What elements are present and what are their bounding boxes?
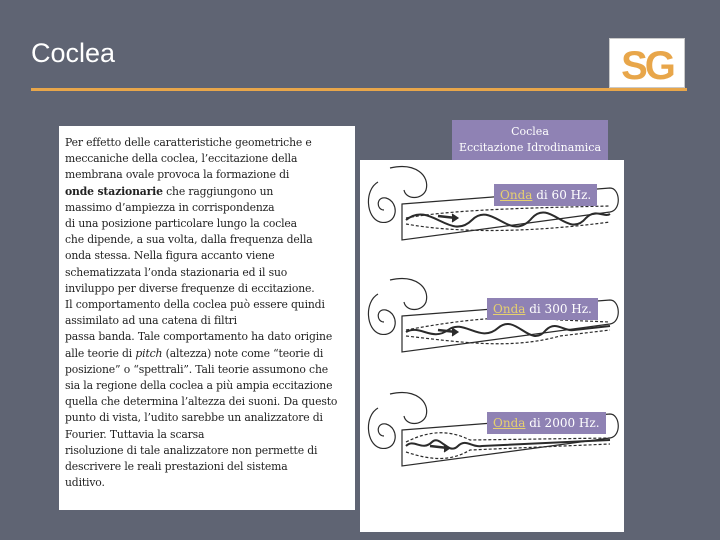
sg-logo-text: SG [621,44,673,87]
figure-caption [452,120,608,160]
onda-link[interactable]: Onda [493,302,526,316]
frequency-label-300hz [487,298,598,320]
body-text-part-2: che raggiungono un massimo d’ampiezza in corrispondenza di una posizione particolare lungo la coclea che dipende, a sua volta, dalla frequenza della onda stessa. Nella figura accanto viene schematizzata l’onda stazionaria ed il suo inviluppo per diverse frequenze di eccitazione. Il comportamento della coclea può essere quindi assimilato ad una catena di filtri passa banda. Tale comportamento ha dato origine alle teorie di [65,184,333,360]
onda-link[interactable]: Onda [493,416,526,430]
slide-title: Coclea [31,38,116,68]
frequency-text: di 300 Hz. [525,302,592,316]
body-text-italic: pitch [135,346,163,360]
caption-line-2: Eccitazione Idrodinamica [458,141,601,154]
cochlea-diagram [360,160,624,532]
body-text-bold: onde stazionarie [65,184,163,198]
frequency-text: di 60 Hz. [532,188,592,202]
body-text-part-3: (altezza) note come “teorie di posizione” o “spettrali”. Tali teorie assumono che sia la regione della coclea a più ampia eccitazione quella che determina l’altezza dei suoni. Da questo punto di vista, l’udito sarebbe un analizzatore di Fourier. Tuttavia la scarsa risoluzione di tale analizzatore non permette di descrivere le reali prestazioni del sistema uditivo. [65,346,338,490]
caption-line-1: Coclea [511,125,549,138]
onda-link[interactable]: Onda [500,188,533,202]
frequency-label-60hz [494,184,597,206]
frequency-text: di 2000 Hz. [525,416,600,430]
sg-logo [609,38,685,88]
body-text [65,135,355,491]
body-text-part-1: Per effetto delle caratteristiche geometriche e meccaniche della coclea, l’eccitazione della membrana ovale provoca la formazione di [65,136,312,182]
title-underline [31,88,687,91]
frequency-label-2000hz [487,412,606,434]
